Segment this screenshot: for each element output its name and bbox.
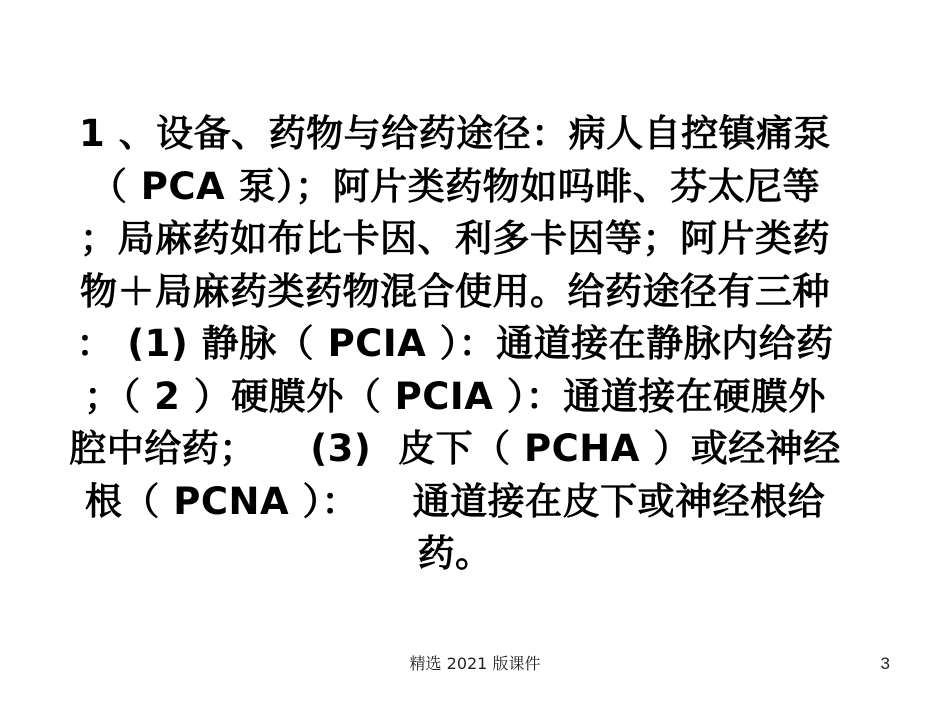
body-line: ；（ 2 ）硬膜外（ PCIA ）：通道接在硬膜外 <box>84 374 826 418</box>
body-line: 腔中给药； (3) 皮下（ PCHA ）或经神经 <box>69 427 841 470</box>
body-line: ： (1) 静脉（ PCIA ）：通道接在静脉内给药 <box>76 322 834 365</box>
page-number: 3 <box>880 654 890 673</box>
body-line: ；局麻药如布比卡因、利多卡因等；阿片类药 <box>80 217 830 260</box>
body-line: 药。 <box>417 532 493 575</box>
footer-label: 精选 2021 版课件 <box>409 654 541 673</box>
body-line: 物＋局麻药类药物混合使用。给药途径有三种 <box>80 269 830 313</box>
body-line: （ PCA 泵）；阿片类药物如吗啡、芬太尼等 <box>89 164 821 208</box>
slide-body-text <box>20 108 890 581</box>
body-line: 1 、设备、药物与给药途径：病人自控镇痛泵 <box>78 112 832 155</box>
body-line: 根（ PCNA ）： 通道接在皮下或神经根给 <box>84 479 826 523</box>
